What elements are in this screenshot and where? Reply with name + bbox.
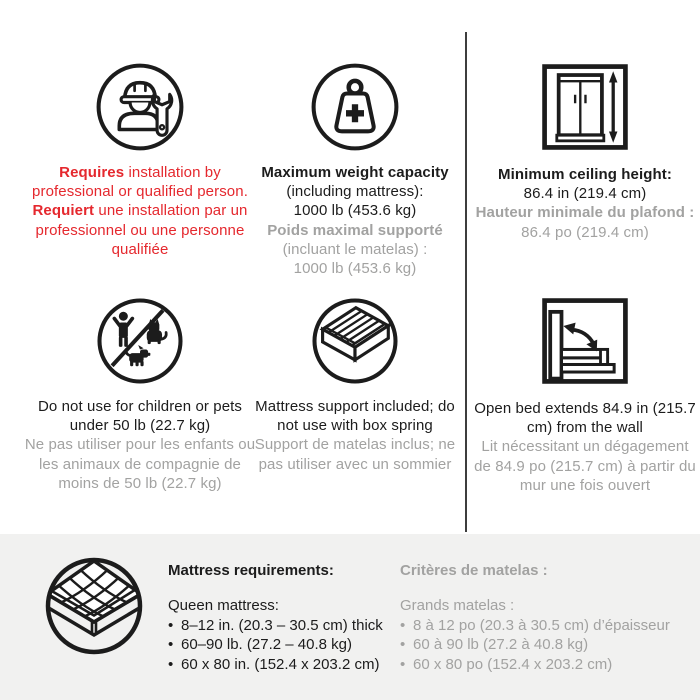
vertical-divider	[465, 32, 467, 532]
mattress-requirements-list-fr	[400, 617, 690, 673]
installation-caption-en: Requires installation by professional or qualified person.	[32, 164, 248, 201]
slatted-platform-icon	[310, 296, 400, 386]
open-bed-caption: Open bed extends 84.9 in (215.7 cm) from the wall Lit nécessitant un dégagement de 84.9 po (215.7 cm) à partir du mur une fois ouvert	[474, 400, 696, 494]
children-pets-caption: Do not use for children or pets under 50 lb (22.7 kg) Ne pas utiliser pour les enfants ou les animaux de compagnie de moins de 50 lb (22.7 kg)	[24, 398, 256, 492]
block-installation	[22, 62, 258, 259]
closed-cabinet-height-arrow-icon	[538, 60, 632, 154]
list-item: • 60 x 80 po (152.4 x 203.2 cm)	[400, 656, 690, 673]
mattress-requirements-en	[168, 562, 398, 675]
installation-caption-fr: Requiert une installation par un professionnel ou une personne qualifiée	[32, 202, 248, 258]
mattress-requirements-subtitle-en: Queen mattress:	[168, 597, 279, 615]
worker-with-wrench-icon	[95, 62, 185, 152]
list-item: • 8–12 in. (20.3 – 30.5 cm) thick	[168, 617, 398, 634]
block-mattress-support	[250, 296, 460, 474]
weight-plus-icon	[310, 62, 400, 152]
ceiling-caption: Minimum ceiling height: 86.4 in (219.4 cm) Hauteur minimale du plafond : 86.4 po (219.4 cm)	[475, 166, 695, 241]
list-item: • 60 à 90 lb (27.2 à 40.8 kg)	[400, 636, 690, 653]
mattress-requirements-title-fr: Critères de matelas :	[400, 562, 548, 579]
mattress-requirements-title-en: Mattress requirements:	[168, 562, 334, 579]
block-weight	[250, 62, 460, 278]
no-children-or-pets-icon	[95, 296, 185, 386]
mattress-requirements-fr	[400, 562, 690, 675]
list-item: • 60 x 80 in. (152.4 x 203.2 cm)	[168, 656, 398, 673]
list-item: • 8 à 12 po (20.3 à 30.5 cm) d’épaisseur	[400, 617, 690, 634]
block-open-bed	[471, 294, 699, 495]
child-silhouette	[114, 312, 132, 347]
installation-caption	[22, 163, 258, 259]
block-ceiling	[471, 60, 699, 242]
block-children-pets	[22, 296, 258, 493]
mattress-requirements-list-en	[168, 617, 398, 673]
list-item: • 60–90 lb. (27.2 – 40.8 kg)	[168, 636, 398, 653]
quilted-mattress-icon	[44, 556, 144, 656]
mattress-support-caption: Mattress support included; do not use with box spring Support de matelas inclus; ne pas utiliser avec un sommier	[254, 398, 456, 473]
wall-bed-opening-arrow-icon	[538, 294, 632, 388]
weight-caption: Maximum weight capacity (including mattress): 1000 lb (453.6 kg) Poids maximal supporté (incluant le matelas) : 1000 lb (453.6 kg)	[261, 164, 449, 277]
mattress-requirements-subtitle-fr: Grands matelas :	[400, 597, 515, 615]
